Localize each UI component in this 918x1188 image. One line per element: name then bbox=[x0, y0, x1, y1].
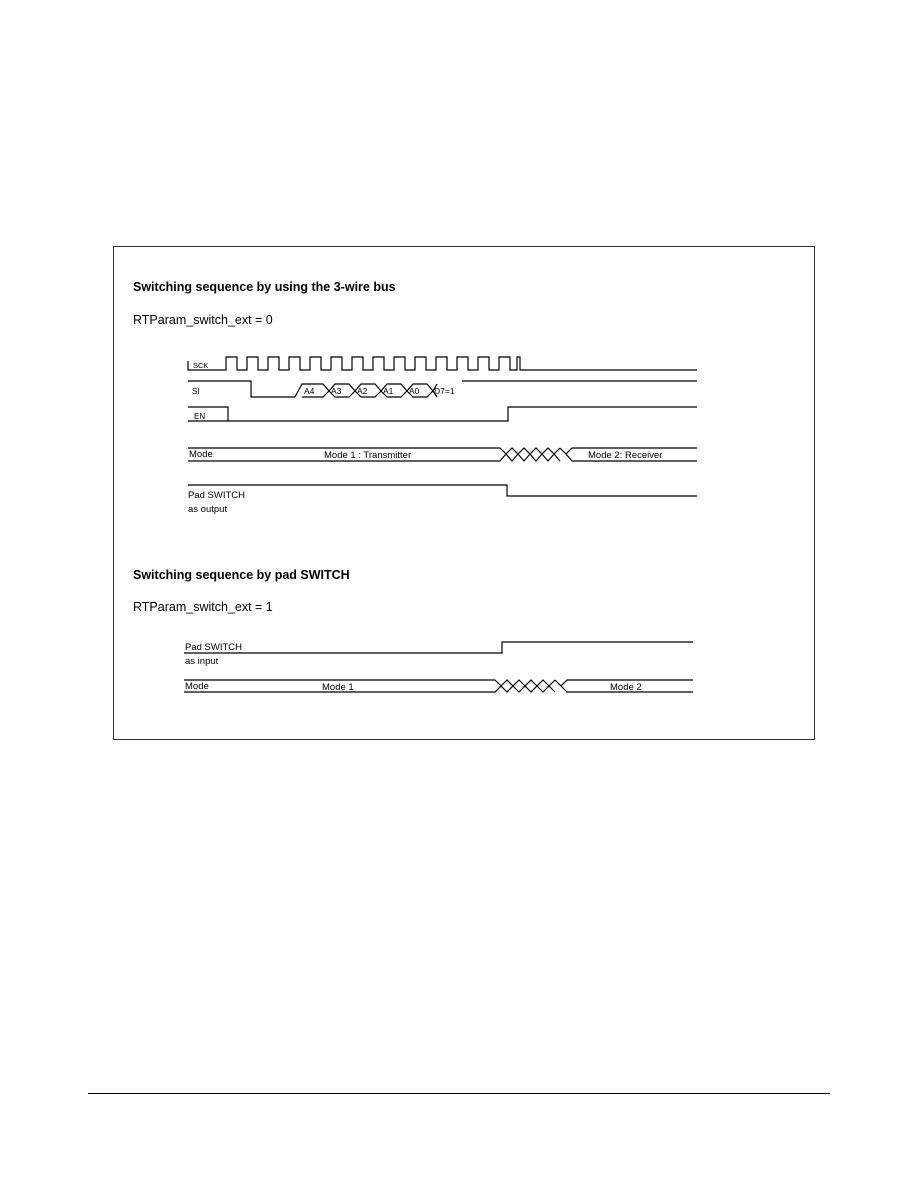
mode-2-label: Mode 2 bbox=[610, 682, 642, 693]
pad-switch-label-1: Pad SWITCH bbox=[188, 490, 246, 501]
section1-param: RTParam_switch_ext = 0 bbox=[133, 313, 273, 327]
section1-title: Switching sequence by using the 3-wire bus bbox=[133, 280, 396, 294]
si-bit-a1: A1 bbox=[383, 386, 394, 396]
en-waveform bbox=[188, 407, 697, 421]
en-label: EN bbox=[194, 412, 206, 421]
sck-waveform bbox=[224, 357, 697, 370]
si-bit-a3: A3 bbox=[331, 386, 342, 396]
pad-switch-sub-label-1: as output bbox=[188, 504, 228, 515]
mode-1-transmitter-label: Mode 1 : Transmitter bbox=[324, 450, 412, 461]
si-bit-a2: A2 bbox=[357, 386, 368, 396]
si-label-frame bbox=[188, 381, 295, 397]
pad-switch-sub-label-2: as input bbox=[185, 656, 219, 667]
mode-1-label: Mode 1 bbox=[322, 682, 354, 693]
mode-2-receiver-label: Mode 2: Receiver bbox=[588, 450, 663, 461]
sck-label: SCK bbox=[193, 361, 209, 370]
pad-switch-output-waveform bbox=[188, 485, 697, 496]
section2-title: Switching sequence by pad SWITCH bbox=[133, 568, 350, 582]
si-tail-d7: D7=1 bbox=[434, 386, 455, 396]
si-bit-a0: A0 bbox=[409, 386, 420, 396]
mode-label-2: Mode bbox=[185, 681, 209, 692]
pad-switch-label-2: Pad SWITCH bbox=[185, 642, 243, 653]
section2-param: RTParam_switch_ext = 1 bbox=[133, 600, 273, 614]
si-bit-a4: A4 bbox=[304, 386, 315, 396]
si-label: SI bbox=[192, 387, 200, 396]
mode-label-1: Mode bbox=[189, 449, 213, 460]
footer-rule bbox=[88, 1093, 830, 1094]
pad-switch-input-waveform bbox=[184, 642, 693, 653]
